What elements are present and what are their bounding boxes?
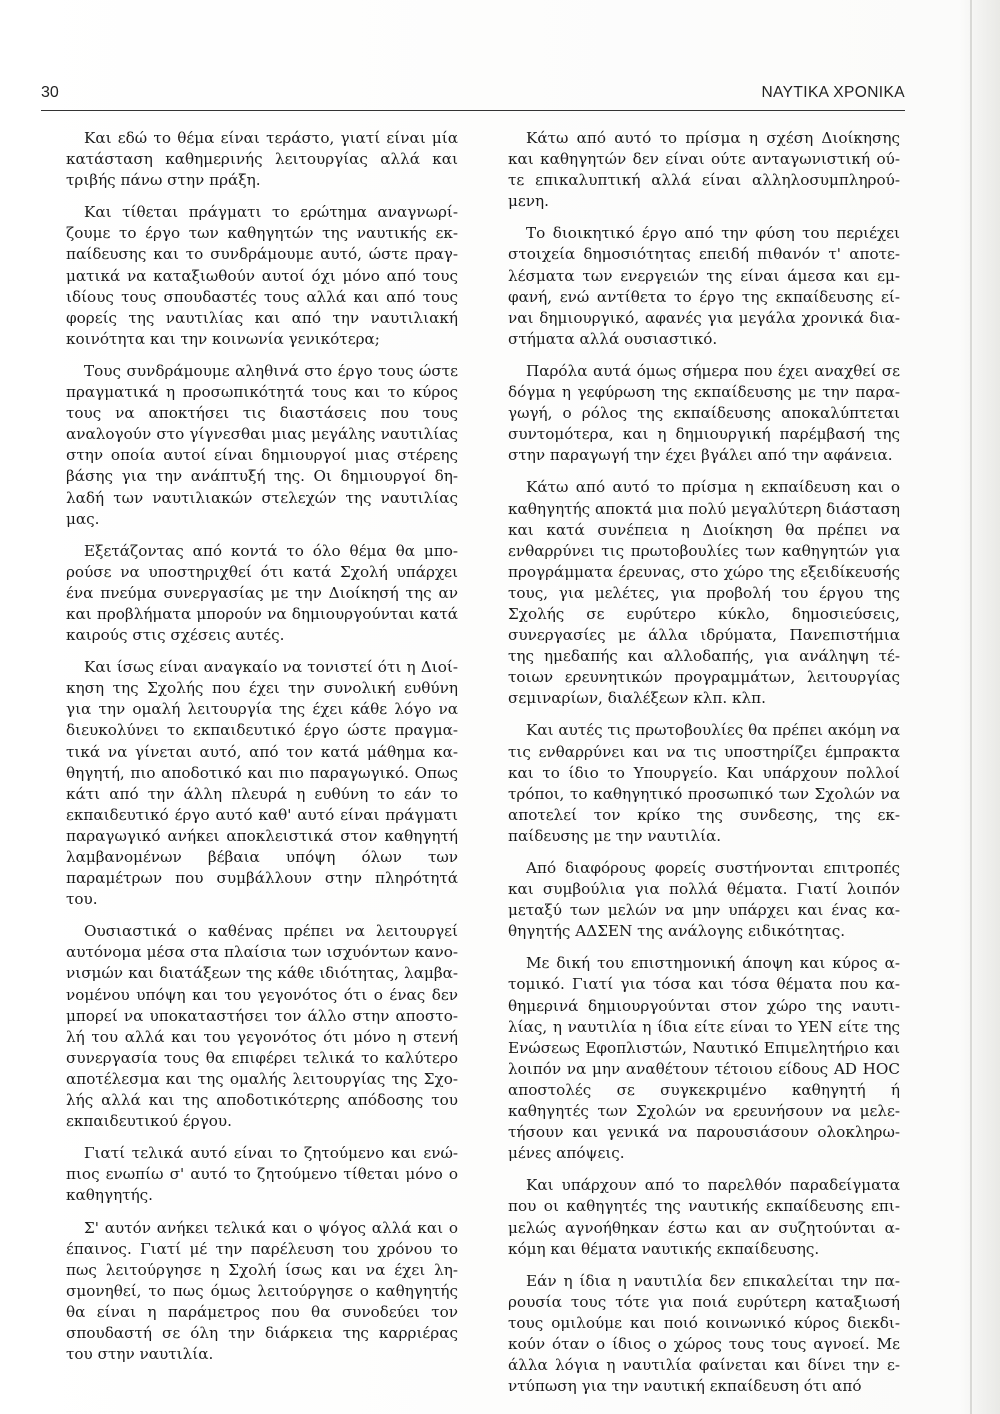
page-edge xyxy=(970,0,972,1414)
page-header xyxy=(41,84,905,110)
paragraph: Εάν η ίδια η ναυτιλία δεν επικαλείται την παρουσία τους τότε για ποιά ευρύτερη καταξιωσή τους ομιλούμε και ποιό κοινωνικό κύρος διεκδικούν όταν ο ίδιος ο χώρος τους τους αγνοεί. Με άλλα λόγια η ναυτιλία φαίνεται και δίνει την εντύπωση για την ναυτική εκπαίδευση ότι από xyxy=(508,1271,900,1396)
paragraph: Κάτω από αυτό το πρίσμα η σχέση Διοίκησης και καθηγητών δεν είναι ούτε ανταγωνιστική ούτε επικαλυπτική αλλά είναι αλληλοσυμπληρούμενη. xyxy=(508,129,900,211)
header-rule xyxy=(41,110,905,111)
paragraph: Ουσιαστικά ο καθένας πρέπει να λειτουργεί αυτόνομα μέσα στα πλαίσια των ισχυόντων κανονισμών και διατάξεων της κάθε ιδιότητας, λαμβανομένου υπόψη και του γεγονότος ότι ο ένας δεν μπορεί να υποκαταστήσει τον άλλο στην αποστολή του αλλά και του γεγονότος ότι μόνο η στενή συνεργασία τους θα επιφέρει τελικά το καλύτερο αποτέλεσμα και της ομαλής λειτουργίας της Σχολής αλλά και της αποδοτικότερης απόδοσης του εκπαιδευτικού έργου. xyxy=(66,922,458,1131)
page-number: 30 xyxy=(41,84,59,101)
paragraph: Από διαφόρους φορείς συστήνονται επιτροπές και συμβούλια για πολλά θέματα. Γιατί λοιπόν μεταξύ των μελών να μην υπάρχει και ένας καθηγητής ΑΔΣΕΝ της ανάλογης ειδικότητας. xyxy=(508,859,900,941)
paragraph: Το διοικητικό έργο από την φύση του περιέχει στοιχεία δημοσιότητας επειδή πιθανόν τ' αποτελέσματα των ενεργειών της είναι άμεσα και εμφανή, ενώ αντίθετα το έργο της εκπαίδευσης είναι δημιουργικό, αφανές για μεγάλα χρονικά διαστήματα αλλά ουσιαστικό. xyxy=(508,224,900,348)
paragraph: Παρόλα αυτά όμως σήμερα που έχει αναχθεί σε δόγμα η γεφύρωση της εκπαίδευσης με την παραγωγή, ο ρόλος της εκπαίδευσης αποκαλύπτεται συντομότερα, και η δημιουργική παρέμβασή της στην παραγωγή την έχει βγάλει από την αφάνεια. xyxy=(508,361,900,465)
paragraph: Κάτω από αυτό το πρίσμα η εκπαίδευση και ο καθηγητής αποκτά μια πολύ μεγαλύτερη διάσταση και κατά συνέπεια η Διοίκηση θα πρέπει να ενθαρρύνει τις πρωτοβουλίες των καθηγητών για προγράμματα έρευνας, στο χώρο της εξειδίκευσής τους, για μελέτες, για προβολή του έργου της Σχολής σε ευρύτερο κύκλο, δημοσιεύσεις, συνεργασίες με άλλα ιδρύματα, Πανεπιστήμια της ημεδαπής και αλλοδαπής, για ανάληψη τέτοιων ερευνητικών προγραμμάτων, λειτουργίας σεμιναρίων, διαλέξεων κλπ. κλπ. xyxy=(508,478,900,708)
paragraph: Γιατί τελικά αυτό είναι το ζητούμενο και ενώπιος ενωπίω σ' αυτό το ζητούμενο τίθεται μόνο ο καθηγητής. xyxy=(66,1144,458,1205)
paragraph: Και τίθεται πράγματι το ερώτημα αναγνωρίζουμε το έργο των καθηγητών της ναυτικής εκπαίδευσης και το συνδράμουμε αυτό, ώστε πραγματικά να καταξιωθούν αυτοί όχι μόνο από τους ιδίους τους σπουδαστές τους αλλά και από τους φορείς της ναυτιλίας και από την ναυτιλιακή κοινότητα και την κοινωνία γενικότερα; xyxy=(66,203,458,348)
paragraph: Και υπάρχουν από το παρελθόν παραδείγματα που οι καθηγητές της ναυτικής εκπαίδευσης επιμελώς αγνοήθηκαν έστω και αν συζητούνται ακόμη και θέματα ναυτικής εκπαίδευσης. xyxy=(508,1176,900,1258)
paragraph: Εξετάζοντας από κοντά το όλο θέμα θα μπορούσε να υποστηριχθεί ότι κατά Σχολή υπάρχει ένα πνεύμα συνεργασίας με την Διοίκησή της αν και προβλήματα μπορούν να δημιουργούνται κατά καιρούς στις σχέσεις αυτές. xyxy=(66,541,458,645)
running-title: ΝΑΥΤΙΚΑ ΧΡΟΝΙΚΑ xyxy=(761,84,905,101)
paragraph: Σ' αυτόν ανήκει τελικά και ο ψόγος αλλά και ο έπαινος. Γιατί μέ την παρέλευση του χρόνου το πως λειτούργησε η Σχολή ίσως και να έχει λησμονηθεί, το πως όμως λειτούργησε ο καθηγητής θα είναι η παράμετρος που θα συνοδεύει τον σπουδαστή σε όλη την διάρκεια της καρριέρας του στην ναυτιλία. xyxy=(66,1218,458,1364)
paragraph: Τους συνδράμουμε αληθινά στο έργο τους ώστε πραγματικά η προσωπικότητά τους και το κύρος τους να αποκτήσει τις διαστάσεις που τους αναλογούν στο γίγνεσθαι μιας μεγάλης ναυτιλίας στην οποία αυτοί είναι δημιουργοί μιας στέρεης βάσης για την ανάπτυξή της. Οι δημιουργοί δηλαδή των ναυτιλιακών στελεχών της ναυτιλίας μας. xyxy=(66,361,458,528)
paragraph: Και ίσως είναι αναγκαίο να τονιστεί ότι η Διοίκηση της Σχολής που έχει την συνολική ευθύνη για την ομαλή λειτουργία της έχει κάθε λόγο να διευκολύνει το εκπαιδευτικό έργο ώστε πραγματικά να γίνεται αυτό, από τον κατά μάθημα καθηγητή, πιο αποδοτικό και πιο παραγωγικό. Οπως κάτι από την άλλη πλευρά η ευθύνη το εάν το εκπαιδευτικό έργο αυτό καθ' αυτό είναι πράγματι παραγωγικό ανήκει αποκλειστικά στον καθηγητή λαμβανομένων βέβαια υπόψη όλων των παραμέτρων που συμβάλλουν στην πληρότητά του. xyxy=(66,658,458,909)
paragraph: Με δική του επιστημονική άποψη και κύρος ατομικό. Γιατί για τόσα και τόσα θέματα που καθημερινά δημιουργούνται στον χώρο της ναυτιλίας, η ναυτιλία η ίδια είτε είναι το ΥΕΝ είτε της Ενώσεως Εφοπλιστών, Ναυτικό Επιμελητήριο και λοιπόν να μην αναθέτουν τέτοιου είδους AD HOC αποστολές σε συγκεκριμένο καθηγητή ή καθηγητές των Σχολών να ερευνήσουν να μελετήσουν και γενικά να παρουσιάσουν ολοκληρωμένες απόψεις. xyxy=(508,954,900,1163)
right-column xyxy=(508,128,900,1408)
left-column xyxy=(66,128,458,1376)
paragraph: Και εδώ το θέμα είναι τεράστο, γιατί είναι μία κατάσταση καθημερινής λειτουργίας αλλά και τριβής πάνω στην πράξη. xyxy=(66,129,458,190)
paragraph: Και αυτές τις πρωτοβουλίες θα πρέπει ακόμη να τις ενθαρρύνει και να τις υποστηρίζει έμπρακτα και το ίδιο το Υπουργείο. Και υπάρχουν πολλοί τρόποι, το καθηγητικό προσωπικό των Σχολών να αποτελεί τον κρίκο της συνδεσης, της εκπαίδευσης με την ναυτιλία. xyxy=(508,721,900,845)
